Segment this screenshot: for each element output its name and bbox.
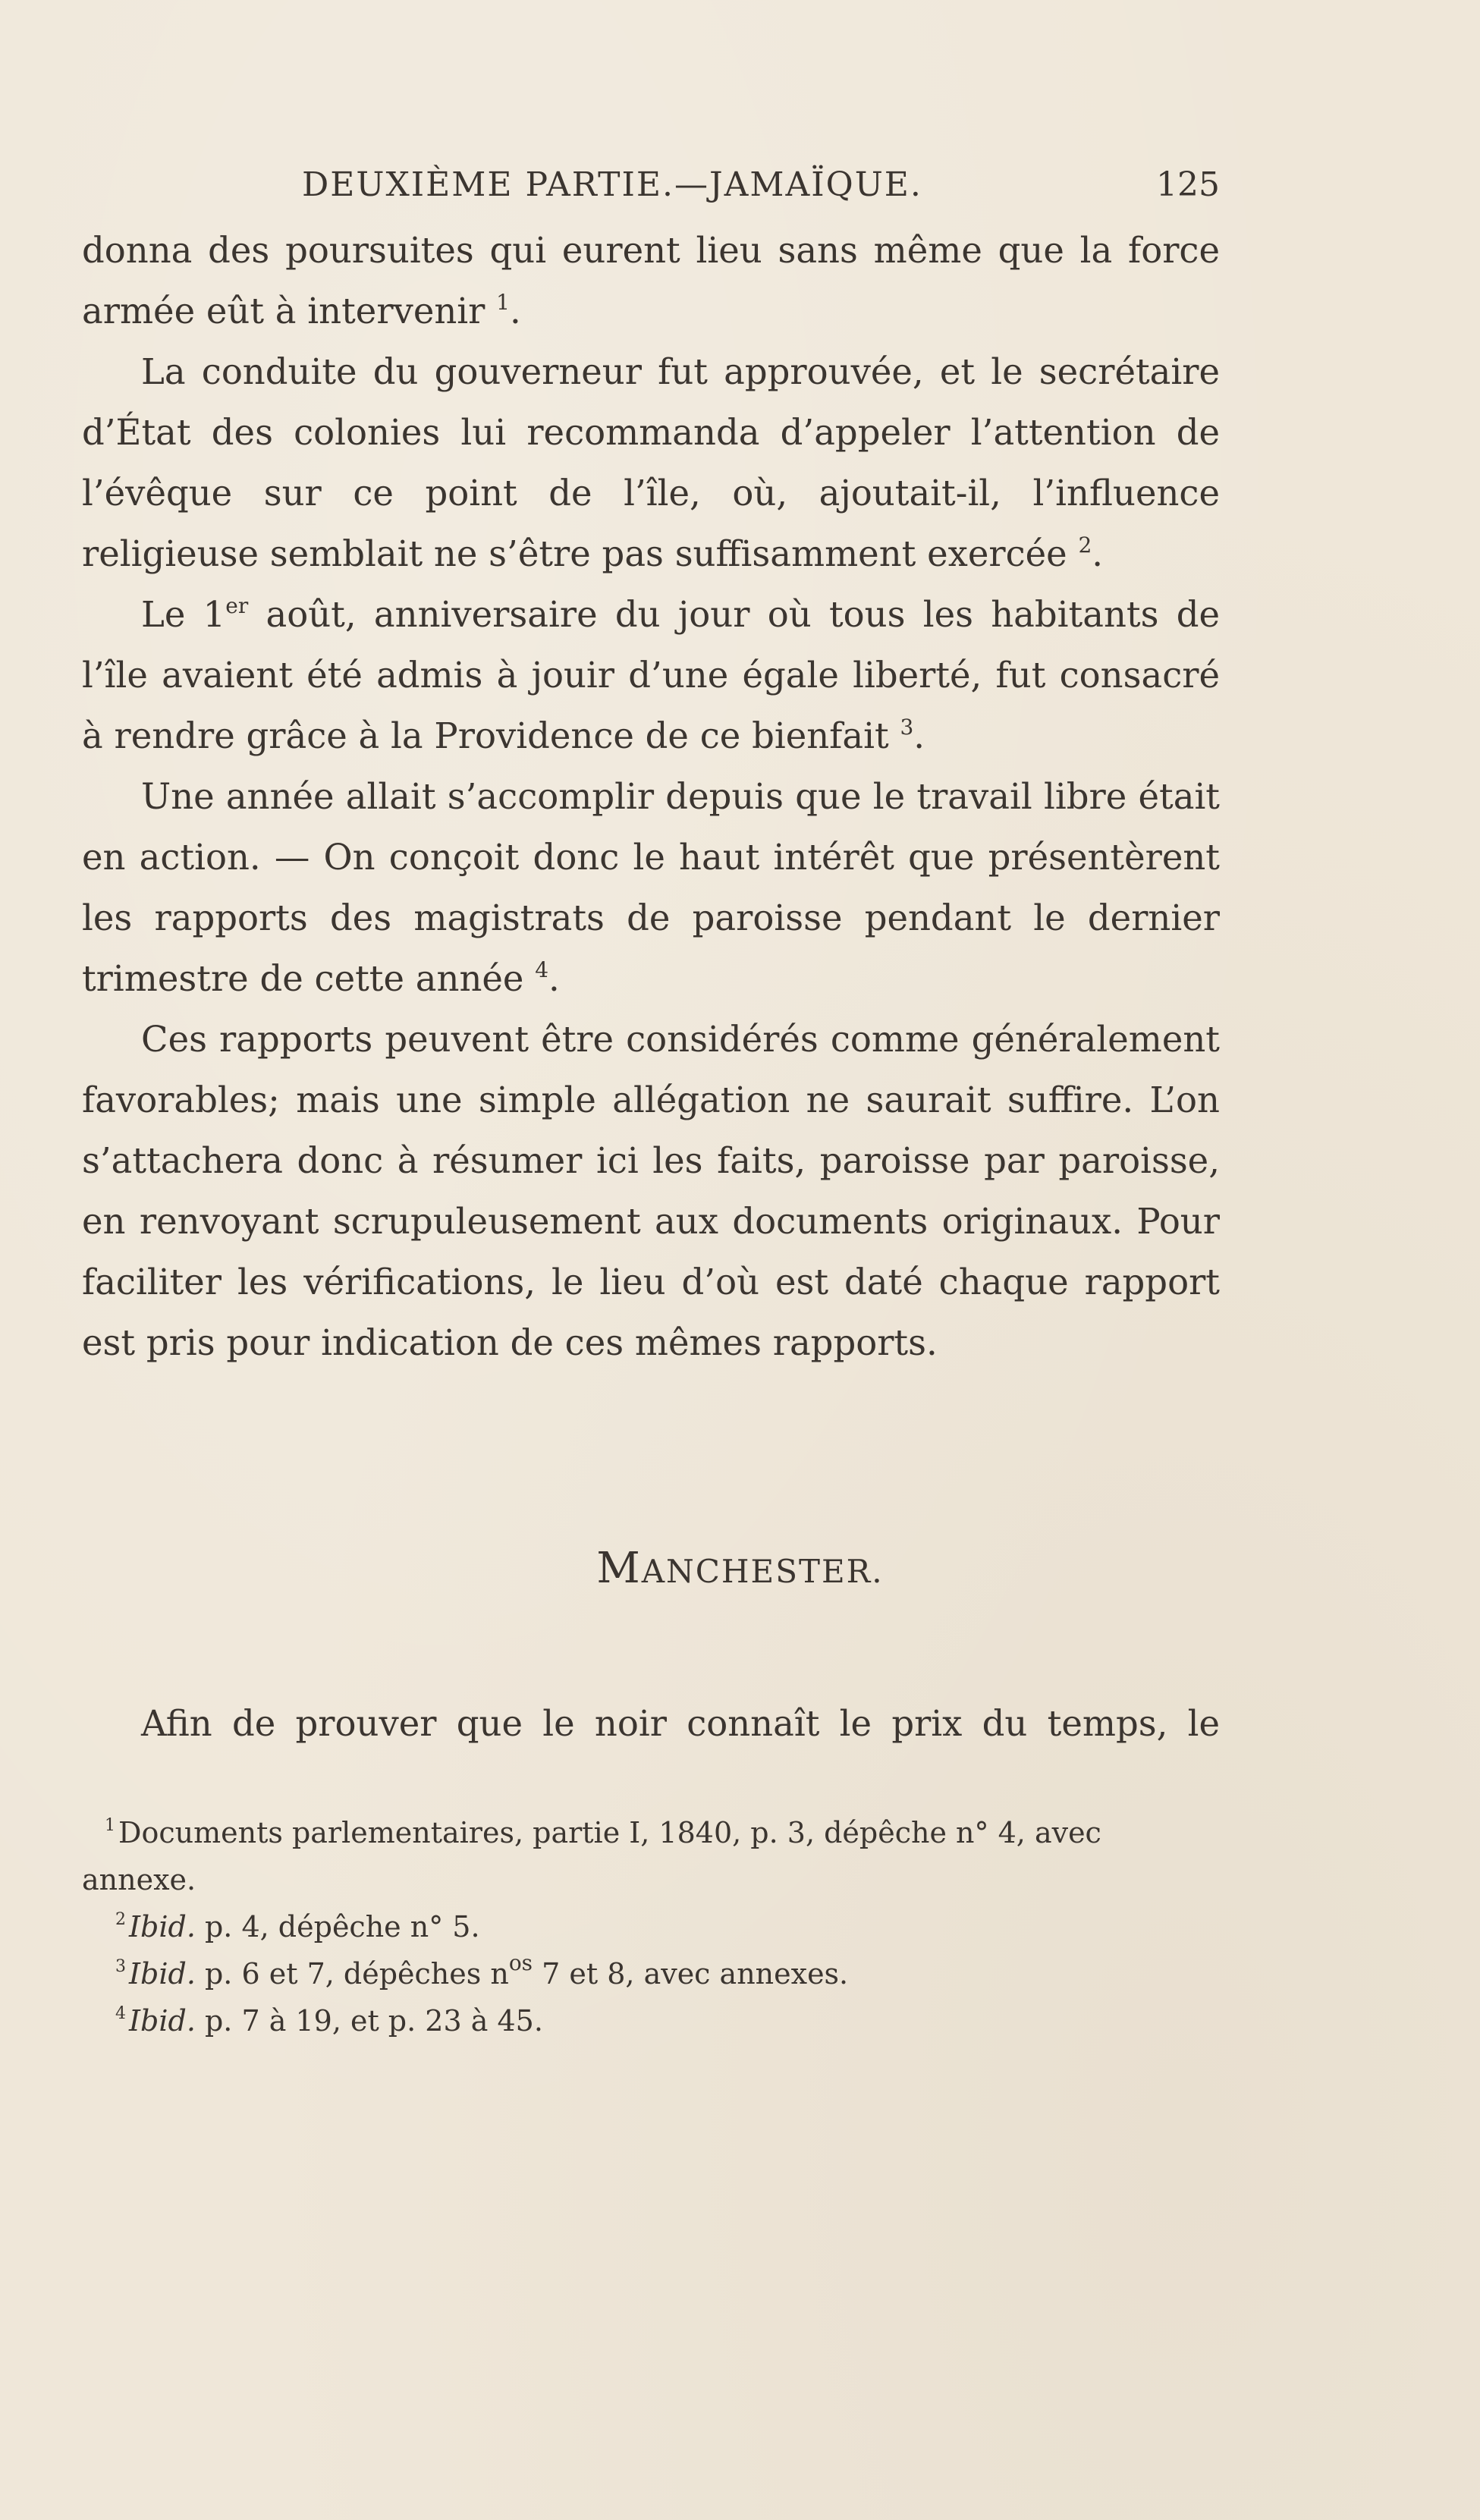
footnote-number: 4 bbox=[115, 2004, 126, 2023]
footnotes bbox=[82, 1809, 1220, 2044]
footnote bbox=[82, 1903, 1220, 1950]
footnote-ibid: Ibid. bbox=[129, 1957, 196, 1991]
paragraph-text: août, anniversaire du jour où tous les habitants de l’île avaient été admis à jouir d’une égale liberté, fut consacré à rendre grâce à la Providence de ce bienfait bbox=[82, 594, 1221, 756]
footnote-number: 2 bbox=[115, 1910, 126, 1929]
punctuation: . bbox=[913, 715, 925, 756]
paragraph-text: donna des poursuites qui eurent lieu sans même que la force armée eût à intervenir bbox=[82, 230, 1220, 331]
footnote-ref: 4 bbox=[535, 957, 549, 982]
footnote-text: p. 4, dépêche n° 5. bbox=[195, 1910, 480, 1943]
footnote-text: 7 et 8, avec annexes. bbox=[533, 1957, 849, 1991]
footnote-text: p. 6 et 7, dépêches n bbox=[195, 1957, 509, 1991]
footnote-text: p. 7 à 19, et p. 23 à 45. bbox=[195, 2004, 543, 2038]
paragraph bbox=[82, 766, 1220, 1009]
footnote-text: Documents parlementaires, partie I, 1840, p. 3, dépêche n° 4, avec annexe. bbox=[82, 1816, 1101, 1896]
punctuation: . bbox=[548, 958, 560, 999]
footnote bbox=[82, 1809, 1220, 1903]
paragraph-text: La conduite du gouverneur fut approuvée, et le secrétaire d’État des colonies lui recommanda d’appeler l’attention de l’évêque sur ce point de l’île, où, ajoutait-il, l’influence religieuse semblait ne s’être pas suffisamment exercée bbox=[82, 351, 1220, 574]
footnote bbox=[82, 1950, 1220, 1997]
section-heading-rest: ANCHESTER. bbox=[641, 1553, 884, 1590]
section-heading-initial: M bbox=[596, 1544, 642, 1593]
paragraph bbox=[82, 220, 1220, 341]
footnote bbox=[82, 1997, 1220, 2044]
footnote-ref: 2 bbox=[1078, 533, 1092, 558]
footnote-abbrev-sup: os bbox=[508, 1950, 533, 1975]
section-first-line: Afin de prouver que le noir connaît le prix du temps, le bbox=[141, 1703, 1220, 1744]
paragraph-text: Une année allait s’accomplir depuis que le travail libre était en action. — On conçoit donc le haut intérêt que présentèrent les rapports des magistrats de paroisse pendant le dernier trimestre de cette année bbox=[82, 776, 1220, 999]
paragraph bbox=[82, 341, 1220, 584]
page-header bbox=[82, 165, 1220, 218]
ordinal-suffix: er bbox=[225, 593, 249, 618]
footnote-number: 3 bbox=[115, 1957, 126, 1976]
footnote-ibid: Ibid. bbox=[129, 2004, 196, 2038]
main-text bbox=[82, 220, 1220, 1373]
paragraph-text: Ces rapports peuvent être considérés comme généralement favorables; mais une simple allégation ne saurait suffire. L’on s’attachera donc à résumer ici les faits, paroisse par paroisse, en renvoyant scrupuleusement aux documents originaux. Pour faciliter les vérifications, le lieu d’où est daté chaque rapport est pris pour indication de ces mêmes rapports. bbox=[82, 1019, 1220, 1363]
paragraph bbox=[82, 1009, 1220, 1373]
running-title: DEUXIÈME PARTIE.—JAMAÏQUE. bbox=[302, 165, 922, 204]
footnote-ref: 1 bbox=[496, 290, 510, 315]
punctuation: . bbox=[1092, 533, 1104, 574]
footnote-number: 1 bbox=[105, 1816, 115, 1835]
footnote-ibid: Ibid. bbox=[129, 1910, 196, 1943]
footnote-ref: 3 bbox=[900, 715, 914, 740]
punctuation: . bbox=[510, 291, 521, 331]
section-heading bbox=[0, 1544, 1480, 1593]
paragraph bbox=[82, 584, 1220, 766]
paragraph-text: Le 1 bbox=[141, 594, 226, 635]
page-number: 125 bbox=[1156, 165, 1220, 204]
